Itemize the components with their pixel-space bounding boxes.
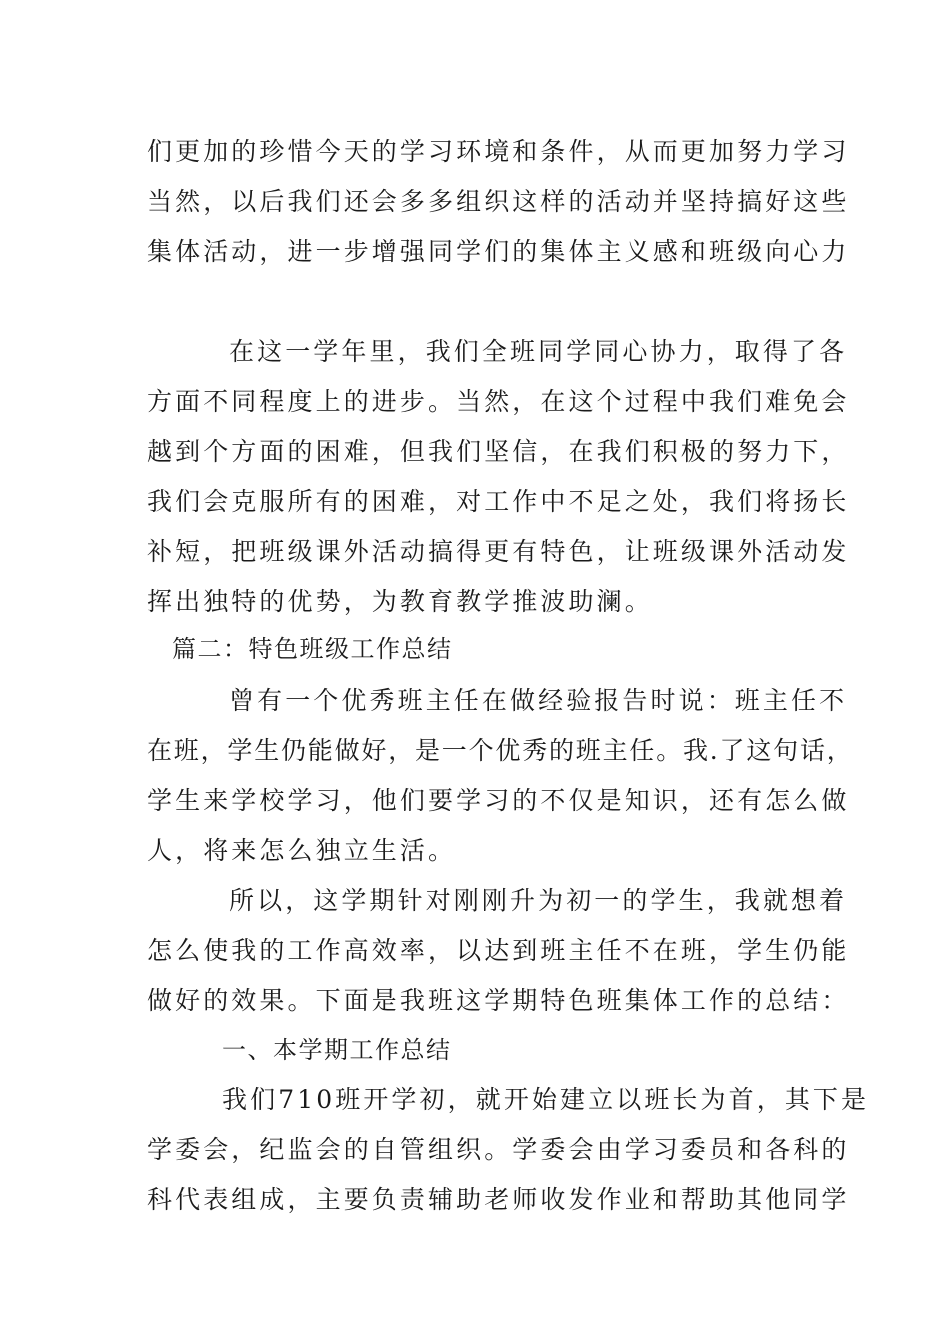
paragraph-first-line: 在这一学年里，我们全班同学同心协力，取得了各 bbox=[229, 337, 848, 366]
text-line: 当然，以后我们还会多多组织这样的活动并坚持搞好这些 bbox=[147, 187, 850, 216]
text-line: 做好的效果。下面是我班这学期特色班集体工作的总结： bbox=[147, 986, 850, 1015]
text-line: 怎么使我的工作高效率，以达到班主任不在班，学生仍能 bbox=[147, 936, 850, 965]
text-line: 越到个方面的困难，但我们坚信，在我们积极的努力下， bbox=[147, 437, 850, 466]
text-line: 挥出独特的优势，为教育教学推波助澜。 bbox=[147, 587, 653, 616]
subsection-heading: 一、本学期工作总结 bbox=[222, 1036, 452, 1064]
text-line: 们更加的珍惜今天的学习环境和条件，从而更加努力学习 bbox=[147, 137, 850, 166]
section-heading: 篇二：特色班级工作总结 bbox=[172, 635, 453, 663]
text-line: 补短，把班级课外活动搞得更有特色，让班级课外活动发 bbox=[147, 537, 850, 566]
text-line: 方面不同程度上的进步。当然，在这个过程中我们难免会 bbox=[147, 387, 850, 416]
text-line: 在班，学生仍能做好，是一个优秀的班主任。我.了这句话， bbox=[147, 736, 854, 765]
text-line: 学委会，纪监会的自管组织。学委会由学习委员和各科的 bbox=[147, 1135, 850, 1164]
text-line: 学生来学校学习，他们要学习的不仅是知识，还有怎么做 bbox=[147, 786, 850, 815]
paragraph-first-line: 曾有一个优秀班主任在做经验报告时说：班主任不 bbox=[229, 686, 848, 715]
paragraph-first-line: 我们710班开学初，就开始建立以班长为首，其下是 bbox=[222, 1085, 870, 1114]
text-line: 人，将来怎么独立生活。 bbox=[147, 836, 457, 865]
text-line: 我们会克服所有的困难，对工作中不足之处，我们将扬长 bbox=[147, 487, 850, 516]
paragraph-first-line: 所以，这学期针对刚刚升为初一的学生，我就想着 bbox=[229, 886, 848, 915]
text-line: 科代表组成，主要负责辅助老师收发作业和帮助其他同学 bbox=[147, 1185, 850, 1214]
text-line: 集体活动，进一步增强同学们的集体主义感和班级向心力 bbox=[147, 237, 850, 266]
